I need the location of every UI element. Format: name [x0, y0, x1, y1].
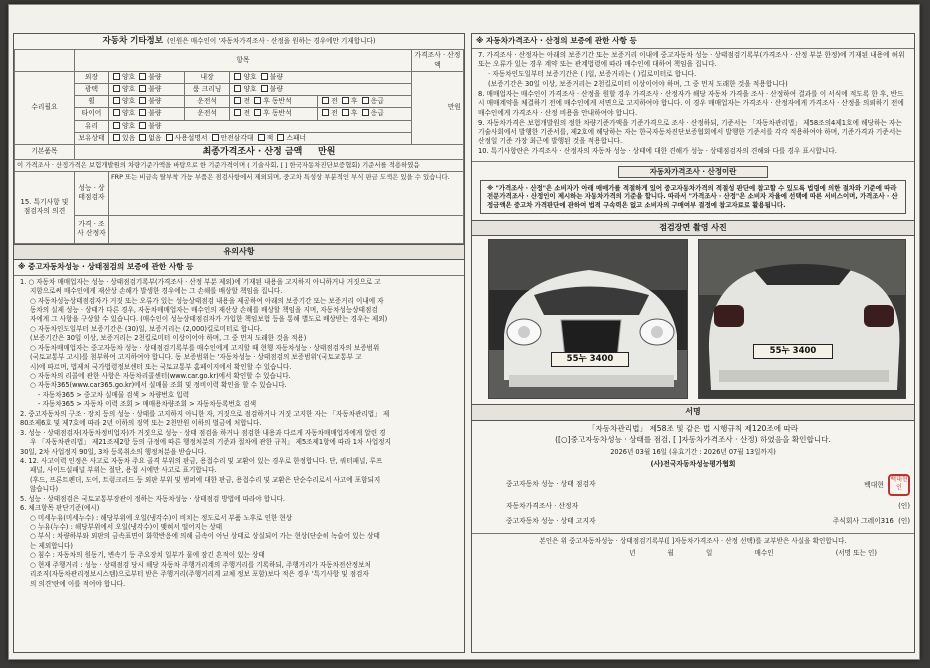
- rear-car-image: [699, 240, 906, 399]
- tire-good-checkbox[interactable]: [113, 109, 120, 116]
- gloss-bad-checkbox[interactable]: [139, 85, 146, 92]
- repair-price-unit: 만원: [412, 71, 464, 144]
- wheel-passenger-options: 전 후 응급: [318, 96, 412, 108]
- notice-line: 는 제외합니다): [30, 541, 73, 550]
- notice-line: 80조제6호 및 제7호에 따라 2년 이하의 징역 또는 2천만원 이하의 벌금에 처합니다.: [20, 419, 262, 428]
- tire-passenger-rear-checkbox[interactable]: [342, 109, 349, 116]
- tire-driver-label: 운전석: [184, 108, 230, 120]
- price-inspector-label: 가격 · 조사 산정자: [75, 215, 109, 243]
- sign-statement-line1: 「자동차관리법」 제58조 및 같은 법 시행규칙 제120조에 따라: [587, 424, 799, 434]
- repair-needed-label: 수리필요: [15, 71, 75, 144]
- roomclean-options: 양호 불량: [230, 83, 412, 95]
- jack-checkbox[interactable]: [258, 134, 265, 141]
- notice-line: 우 「자동차관리법」 제21조제2항 등의 규정에 따른 행정처분의 기준과 절차에 관한 규칙」 제5조제1항에 따라 1차 사업정지: [30, 438, 391, 447]
- notice-line: 3. 성능 · 상태점검자(자동차정비업자)가 거짓으로 성능 · 상태 점검을 하거나 점검한 내용과 다르게 자동차매매업자에게 알린 경: [20, 428, 386, 437]
- price-guarantee-title: ※ 자동차가격조사 · 산정의 보증에 관한 사항 등: [472, 34, 914, 49]
- price-explain-text: ※ "가격조사 · 산정"은 소비자가 아래 매매가를 적절하게 있어 중고자동차가격의 적절성 판단에 참고할 수 있도록 법령에 의한 절차와 기준에 따라 전문가격조사 · 산정인이 제시하는 자동차가격의 기준을 합니다. 따라서 "가격조사 · 산정"은 소비자 자율에 선택에 따른 서비스이며, 가격조사 · 산정금액은 중고차 가격판단에 관하여 법적 구속력은 없고 소비자의 구매여부 결정에 참고자료로 활용됩니다.: [480, 180, 906, 214]
- tire-label: 타이어: [75, 108, 109, 120]
- buyer-signature[interactable]: (서명 또는 인): [835, 549, 877, 558]
- final-price-row: 최종가격조사 · 산정 금액 만원: [75, 144, 464, 159]
- sign-date: 2026년 03월 16일 (유효기간 : 2026년 07월 13일까지): [610, 447, 776, 456]
- notice-line: (보증기간은 30일 이상, 보증거리는 2천킬로미터 이상이어야 하며, 그 중 먼저 도래한 것을 적용): [30, 334, 307, 343]
- exterior-options: 양호 불량: [109, 71, 185, 83]
- perf-inspector-label: 성능 · 상태점검자: [75, 171, 109, 215]
- basic-hold-label: 보유상태: [75, 132, 109, 144]
- tire-bad-checkbox[interactable]: [139, 109, 146, 116]
- price-explain-section: [472, 161, 914, 218]
- sign-role2: 자동차가격조사 · 산정자: [506, 501, 579, 510]
- wheel-bad-checkbox[interactable]: [139, 97, 146, 104]
- gloss-good-checkbox[interactable]: [113, 85, 120, 92]
- roomclean-good-checkbox[interactable]: [234, 85, 241, 92]
- tire-passenger-front-checkbox[interactable]: [322, 109, 329, 116]
- wheel-driver-rear-checkbox[interactable]: [254, 97, 261, 104]
- price-guarantee-item: · 자동차인도일부터 보증기간은 ( )일, 보증거리는 ( )킬로미터로 합니다.: [488, 70, 697, 79]
- wheel-options: 양호 불량: [109, 96, 185, 108]
- price-guarantee-item: 7. 가격조사 · 산정자는 아래의 보증기간 또는 보증거리 이내에 중고자동차 성능 · 상태점검기록부(가격조사 · 산정 부분 한정)에 기재된 내용에 허위 또는 오류가 있는 경우 계약 또는 관계법령에 따라 매수인에 대하여 책임을 집니다.: [478, 51, 905, 69]
- gloss-label: 광택: [75, 83, 109, 95]
- glass-good-checkbox[interactable]: [113, 122, 120, 129]
- front-car-image: [489, 240, 688, 399]
- notice-line: ○ 자동차인도일부터 보증기간은 (30)일, 보증거리는 (2,000)킬로미터로 합니다.: [30, 324, 263, 333]
- sign-title: 서명: [472, 404, 914, 421]
- other-info-note: (인원은 매수인이 '자동차가격조사 · 산정을 원하는 경우에만 기재합니다): [166, 37, 376, 45]
- exterior-bad-checkbox[interactable]: [139, 73, 146, 80]
- photo-title: 점검장면 촬영 사진: [472, 220, 914, 237]
- inspection-record-sheet: [8, 4, 920, 660]
- sign-company: 주식회사 그레이316 (인): [832, 517, 910, 525]
- interior-good-checkbox[interactable]: [234, 73, 241, 80]
- receipt-section: [472, 533, 914, 561]
- notice-line: 않습니다): [30, 485, 59, 494]
- manual-checkbox[interactable]: [166, 134, 173, 141]
- right-column: [471, 33, 915, 653]
- price-guarantee-item: (보증기간은 30일 이상, 보증거리는 2천킬로미터 이상이어야 하며, 그 중 먼저 도래한 것을 적용합니다): [488, 80, 788, 89]
- notice-line: 30일, 2차 사업정지 90일, 3차 등록취소의 행정처분을 받습니다.: [20, 447, 207, 456]
- notice-line: 4. 12. 사고이력 인정은 사고로 자동차 주요 골격 부위의 판금, 용접수리 및 교환이 있는 경우로 한정합니다. 단, 쿼터패널, 루프: [20, 456, 383, 465]
- tire-emergency-checkbox[interactable]: [362, 109, 369, 116]
- basic-none-checkbox[interactable]: [139, 134, 146, 141]
- wheel-driver-front-checkbox[interactable]: [234, 97, 241, 104]
- price-guarantee-item: 9. 자동차가격은 보험개발원의 정한 차량기준가액을 기준가격으로 조사 · 산정하되, 기준서는 「자동차관리법」 제58조의4제1호에 해당하는 자는 기술사회에서 발행한 기준서를, 제2호에 해당하는 자는 한국자동차진단보증협회에서 발행한 기준서를 각각 적용하여야 하며, 기준가격과 기준서는 산정일 기준 가장 최근에 발행된 것을 적용합니다.: [478, 118, 902, 145]
- notice-line: 5. 성능 · 상태점검은 국토교통부장관이 정하는 자동차성능 · 상태점검 방법에 따라야 합니다.: [20, 494, 285, 503]
- tire-driver-rear-checkbox[interactable]: [254, 109, 261, 116]
- price-inspector-opinion: [109, 215, 464, 243]
- notice-line: ○ 현재 주행거리 : 성능 · 상태점검 당시 해당 자동차 주행거리계의 주행거리를 기록하되, 주행거리가 자동차전산정보처: [30, 560, 371, 569]
- notice-line: 리조직(자동차관리정보시스템)으로부터 받은 주행거리(주행거리계 교체 정보 포함)보다 적은 경우 '특기사항 및 점검자: [30, 570, 369, 579]
- sign-org: (사)전국자동차성능평가협회: [650, 459, 736, 468]
- exterior-good-checkbox[interactable]: [113, 73, 120, 80]
- notice-line: 지함으로써 매수인에게 재산상 손해가 발생한 경우에는 그 손해를 배상할 책임을 집니다.: [30, 287, 283, 296]
- perf-inspector-opinion: FRP 또는 비금속 탈부착 가능 부품은 점검사항에서 제외되며, 중고차 특성상 부분적인 부식 판금 도색은 있을 수 있습니다.: [109, 171, 464, 215]
- roomclean-label: 룸 크리닝: [184, 83, 230, 95]
- notice-line: 시)에 따르며, 법제처 국가법령정보센터 또는 국토교통부 홈페이지에서 확인할 수 있습니다.: [30, 362, 292, 371]
- notice-line: ○ 부식 : 차량하부와 외판의 금속표면이 화학반응에 의해 금속이 아닌 상태로 상실되어 가는 현상(단순히 녹슬어 있는 상태: [30, 532, 380, 541]
- basic-have-checkbox[interactable]: [113, 134, 120, 141]
- notice-line: ○ 누유(누수) : 해당부위에서 오일(냉각수)이 맺혀서 떨어지는 상태: [30, 523, 223, 532]
- notice-line: ○ 미세누유(미세누수) : 해당부위에 오일(냉각수)이 비치는 정도로서 부품 노후로 인한 현상: [30, 513, 293, 522]
- sign-statement: [472, 421, 914, 469]
- sign-seal2: (인): [898, 501, 910, 510]
- notice-list: [14, 276, 464, 591]
- notice-title: 유의사항: [14, 244, 464, 261]
- notice-line: - 자동차365 > 중고차 실매물 검색 > 차량번호 입력: [38, 390, 190, 399]
- sign-statement-line2: ([○]중고자동차성능 · 상태를 점검, [ ]자동차가격조사 · 산정) 하였음을 확인합니다.: [555, 434, 831, 444]
- roomclean-bad-checkbox[interactable]: [261, 85, 268, 92]
- notice-line: ○ 자동차매매업자는 중고자동차 성능 · 상태점검기록부를 매수인에게 고지할 때 현행 자동차성능 · 상태점검자의 보증범위: [30, 343, 380, 352]
- price-explain-title: 자동차가격조사 · 산정이란: [618, 166, 768, 178]
- glass-options: 양호 불량: [109, 120, 412, 132]
- wheel-driver-options: 전 후 동반석: [230, 96, 318, 108]
- rear-car-photo: [698, 239, 906, 399]
- tire-driver-options: 전 후 동반석: [230, 108, 318, 120]
- price-guarantee-item: 10. 특기사항란은 가격조사 · 산정자의 자동차 성능 · 상태에 대한 견해가 성능 · 상태점검자의 견해와 다를 경우 표시합니다.: [478, 146, 837, 155]
- notice-line: ○ 자동차성능상태점검자가 거짓 또는 오류가 있는 성능상태점검 내용을 제공하여 아래의 보증기간 또는 보증거리 이내에 자: [30, 296, 384, 305]
- notice-line: 2. 중고자동차의 구조 · 장치 등의 성능 · 상태를 고지하지 아니한 자, 거짓으로 점검하거나 거짓 고지한 자는 「자동차관리법」 제: [20, 409, 390, 418]
- notice-line: (후드, 프론트펜더, 도어, 트렁크리드 등 외판 부위 및 범퍼에 대한 판금, 용접수리 및 교환은 단순수리로서 사고에 포함되지: [30, 475, 381, 484]
- notice-line: ○ 침수 : 자동차의 원동기, 변속기 등 주요장치 일부가 물에 잠긴 흔적이 있는 상태: [30, 551, 265, 560]
- sign-role1: 중고자동차 성능 · 상태 점검자: [506, 480, 596, 489]
- notice-line: 의 의견'란에 이를 적어야 합니다.: [30, 579, 126, 588]
- tire-options: 양호 불량: [109, 108, 185, 120]
- buyer-label: 매수인: [754, 549, 774, 558]
- interior-options: 양호 불량: [230, 71, 412, 83]
- left-column: [13, 33, 465, 653]
- basic-items-label: 기본품목: [15, 144, 75, 159]
- interior-label: 내장: [184, 71, 230, 83]
- tire-driver-front-checkbox[interactable]: [234, 109, 241, 116]
- photo-area: [472, 239, 914, 401]
- wheel-good-checkbox[interactable]: [113, 97, 120, 104]
- sign-role3: 중고자동차 성능 · 상태 고지자: [506, 517, 596, 525]
- notice-line: 패널, 사이드실패널 부위는 절단, 용접 시에만 사고로 표기합니다.: [30, 466, 217, 475]
- receipt-date-row: 년 월 일 매수인 (서명 또는 인): [629, 549, 877, 558]
- col-price: 가격조사 · 산정액: [412, 50, 464, 71]
- notice-line: (국토교통부 고시)를 첨부하여 고지하여야 합니다. 동 보증범위는 '자동차성능 · 상태점검의 보증범위'(국토교통부 고: [30, 353, 362, 362]
- price-guarantee-item: 8. 매매업자는 매수인이 가격조사 · 산정을 원할 경우 가격조사 · 산정자가 해당 자동차 가격을 조사 · 산정하여 결과를 이 서식에 적도록 한 후, 반드시 매매계약을 체결하기 전에 매수인에게 서면으로 고지하여야 합니다. 이 경우 매매업자는 가격조사 · 산정자에게 가격조사 · 산정을 의뢰하기 전에 매수인에게 가격조사 · 산정 비용을 안내하여야 합니다.: [478, 90, 904, 117]
- tire-passenger-options: 전 후 응급: [318, 108, 412, 120]
- col-item: 항목: [75, 50, 412, 71]
- special-notes-label: 15. 특기사항 및 점검자의 의견: [15, 171, 75, 243]
- inspector-stamp: 백대현인: [888, 474, 910, 496]
- glass-bad-checkbox[interactable]: [139, 122, 146, 129]
- wheel-driver-label: 운전석: [184, 96, 230, 108]
- interior-bad-checkbox[interactable]: [261, 73, 268, 80]
- notice-line: 6. 체크항목 판단기준(예시): [20, 504, 100, 513]
- other-info-table: [14, 49, 464, 243]
- wheel-label: 휠: [75, 96, 109, 108]
- exterior-label: 외장: [75, 71, 109, 83]
- wheel-emergency-checkbox[interactable]: [362, 97, 369, 104]
- notice-line: ○ 자동차365(www.car365.go.kr)에서 실매물 조회 및 정비이력 확인을 할 수 있습니다.: [30, 381, 287, 390]
- sign-table: [472, 471, 914, 529]
- basic-items-options: 있음 없음 사용설명서 안전삼각대 잭 스패너: [109, 132, 412, 144]
- notice-line: 동차의 실제 성능 · 상태가 다른 경우, 자동차매매업자는 매수인의 재산상 손해를 배상할 책임을 지며, 자동차성능상태점검: [30, 305, 378, 314]
- front-plate: 55누 3400: [551, 352, 629, 367]
- front-car-photo: [488, 239, 688, 399]
- receipt-text: 본인은 위 중고자동차성능 · 상태점검기록부([ ]자동차가격조사 · 산정 선택)를 교부받은 사실을 확인합니다.: [539, 537, 847, 546]
- wheel-passenger-front-checkbox[interactable]: [322, 97, 329, 104]
- notice-line: 1. ○ 자동차 매매업자는 성능 · 상태점검기록부(가격조사 · 산정 부분 제외)에 기재된 내용을 고지하지 아니하거나 거짓으로 고: [20, 277, 381, 286]
- rear-plate: 55누 3400: [753, 344, 833, 359]
- glass-label: 유리: [75, 120, 109, 132]
- other-info-title: 자동차 기타정보 (인원은 매수인이 '자동차가격조사 · 산정을 원하는 경우에만 기재합니다): [102, 36, 376, 46]
- sign-name1: 백대현 백대현인: [781, 471, 914, 499]
- notice-line: 자에게 그 사항을 구상할 수 있습니다. (매수인이 성능상태점검자가 가입한 책임보험 등을 통해 별도로 배상받는 경우는 제외): [30, 315, 388, 324]
- tripod-checkbox[interactable]: [212, 134, 219, 141]
- spanner-checkbox[interactable]: [277, 134, 284, 141]
- notice-line: - 자동차365 > 자동차 이력 조회 > 매매용차량조회 > 자동차등록번호 검색: [38, 400, 257, 409]
- inspector-basis-line: 이 가격조사 · 산정가격은 보험개발원의 차량기준가액을 바탕으로 한 기준가격이며 ( 기술사회, [ ] 한국자동차진단보증협회) 기준서를 적용하였음: [15, 159, 464, 171]
- gloss-options: 양호 불량: [109, 83, 185, 95]
- notice-line: ○ 자동차의 리콜에 관한 사항은 자동차리콜센터(www.car.go.kr)에서 확인할 수 있습니다.: [30, 372, 291, 381]
- wheel-passenger-rear-checkbox[interactable]: [342, 97, 349, 104]
- notice-section-title: ※ 중고자동차성능 · 상태점검의 보증에 관한 사항 등: [14, 260, 464, 275]
- price-guarantee-list: [472, 49, 914, 159]
